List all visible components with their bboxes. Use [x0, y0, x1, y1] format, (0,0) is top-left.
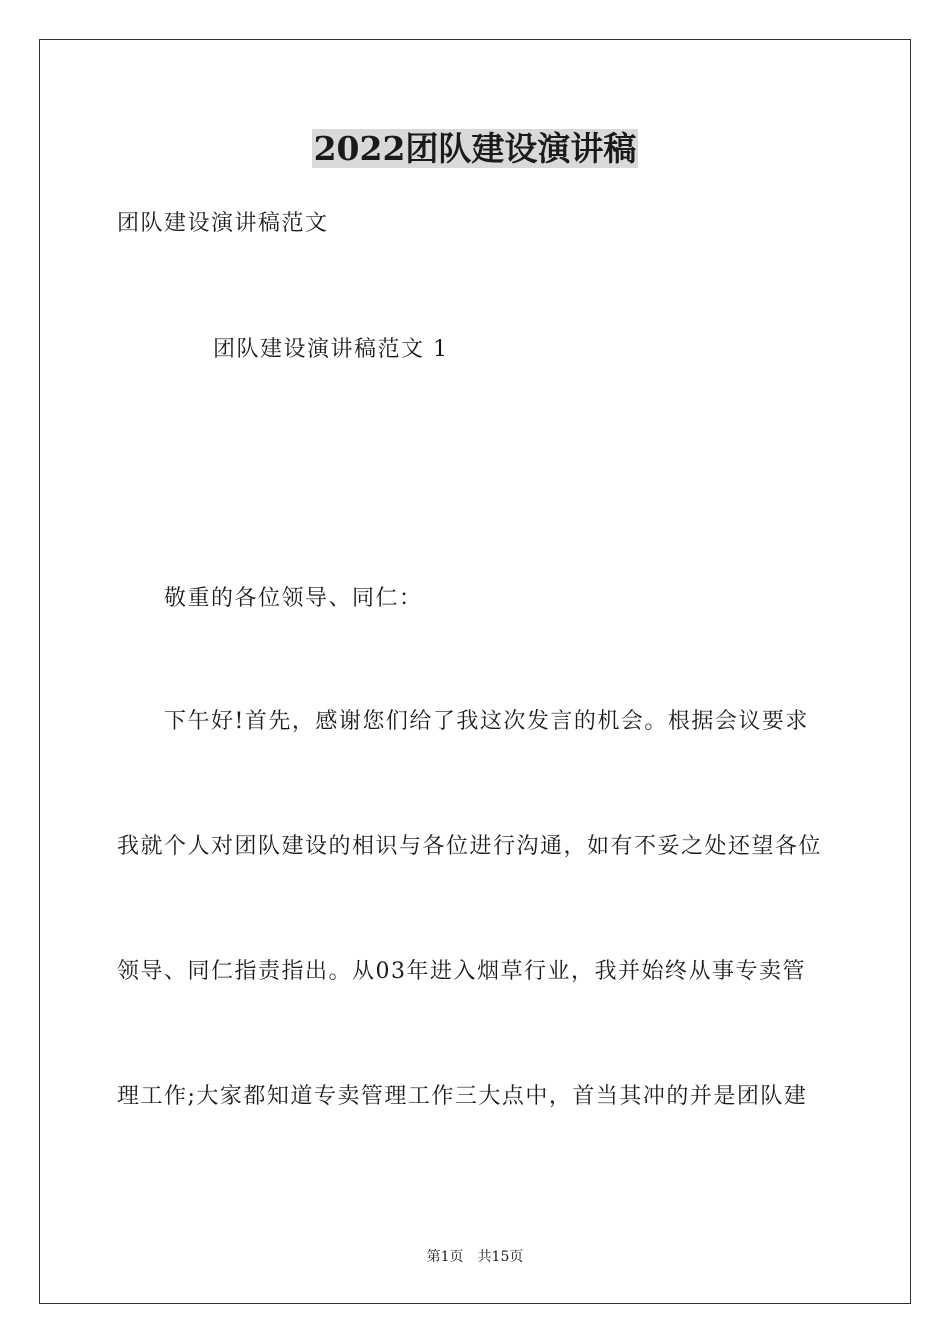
body-line-2: 我就个人对团队建设的相识与各位进行沟通，如有不妥之处还望各位	[117, 834, 823, 859]
page-total: 共15页	[477, 1249, 524, 1265]
body-line-1: 下午好!首先，感谢您们给了我这次发言的机会。根据会议要求	[164, 709, 809, 734]
section-heading: 团队建设演讲稿范文 1	[213, 337, 449, 362]
salutation: 敬重的各位领导、同仁：	[164, 586, 423, 611]
page-number: 第1页	[426, 1249, 464, 1265]
body-line-4: 理工作;大家都知道专卖管理工作三大点中，首当其冲的并是团队建	[117, 1084, 808, 1109]
document-title-text: 2022团队建设演讲稿	[313, 129, 637, 168]
page-footer	[0, 1247, 950, 1267]
body-line-3: 领导、同仁指责指出。从03年进入烟草行业，我并始终从事专卖管	[117, 959, 806, 984]
document-subtitle: 团队建设演讲稿范文	[117, 211, 329, 236]
document-title	[0, 127, 950, 171]
